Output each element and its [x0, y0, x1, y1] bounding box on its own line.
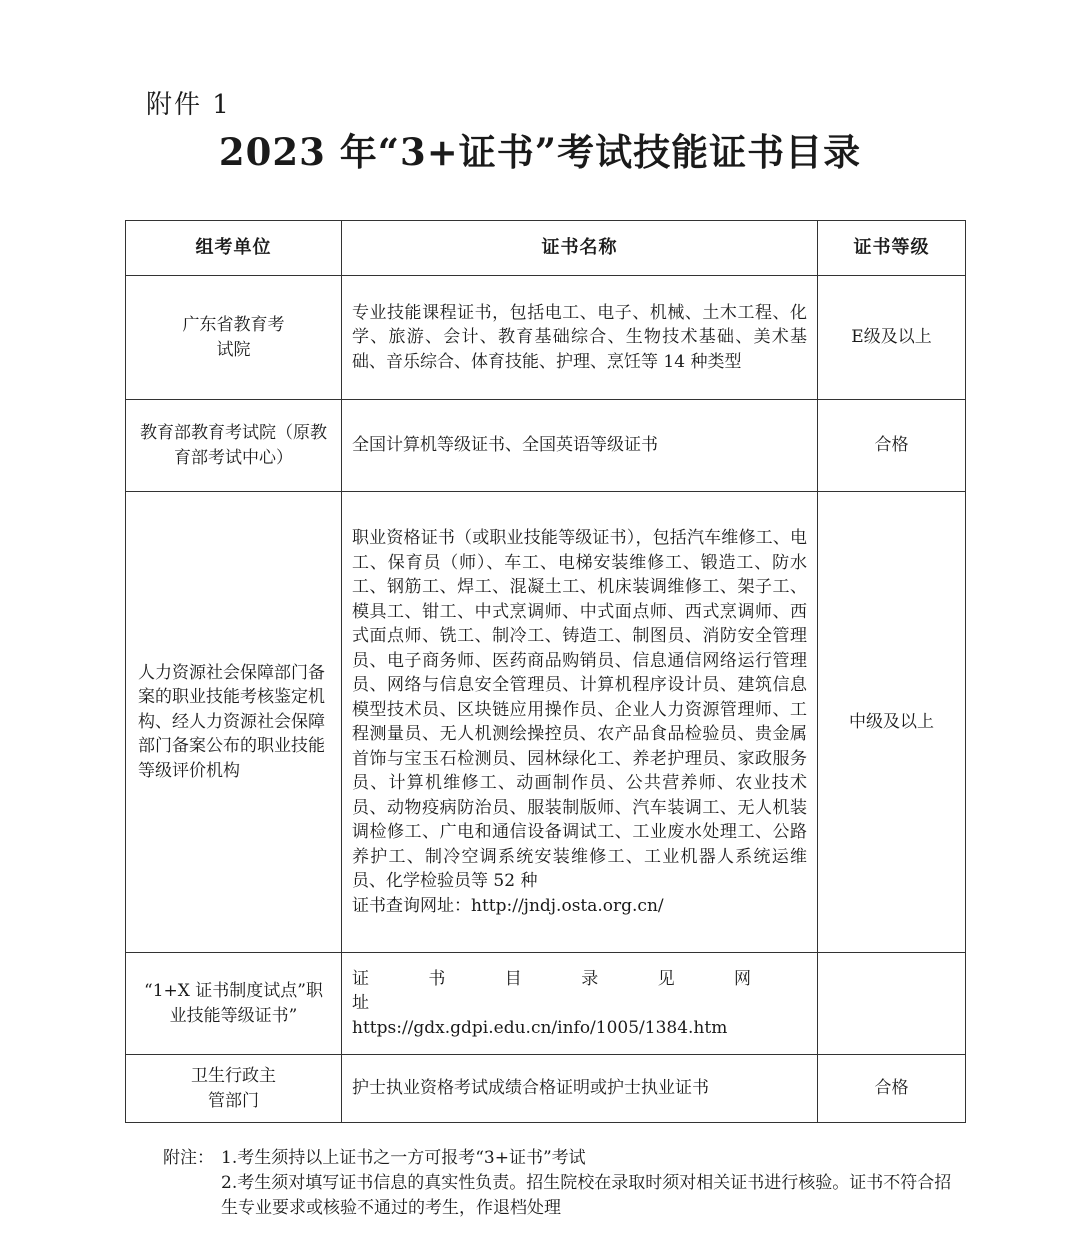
row-cert-level: 合格 [818, 1055, 966, 1123]
table-header-row [126, 221, 966, 276]
note-item-1: 1.考生须持以上证书之一方可报考“3+证书”考试 [221, 1148, 586, 1168]
org-text: “1+X 证书制度试点”职业技能等级证书” [144, 981, 323, 1026]
table-row [126, 400, 966, 492]
cert-query-url: 证书查询网址：http://jndj.osta.org.cn/ [352, 895, 664, 916]
table-row [126, 1055, 966, 1123]
certificate-catalog-table [125, 220, 966, 1123]
note-item-2: 2.考生须对填写证书信息的真实性负责。招生院校在录取时须对相关证书进行核验。证书不符合招生专业要求或核验不通过的考生，作退档处理 [221, 1173, 952, 1218]
row-cert-level: E级及以上 [818, 276, 966, 400]
cert-catalog-url: https://gdx.gdpi.edu.cn/info/1005/1384.htm [352, 1017, 728, 1038]
org-text: 广东省教育考试院 [182, 315, 285, 360]
row-cert-level: 中级及以上 [818, 492, 966, 953]
row-org [126, 1055, 342, 1123]
row-cert-level [818, 953, 966, 1055]
cert-name-text: 职业资格证书（或职业技能等级证书），包括汽车维修工、电工、保育员（师）、车工、电梯安装维修工、锻造工、防水工、钢筋工、焊工、混凝土工、机床装调维修工、架子工、模具工、钳工、中式烹调师、中式面点师、西式烹调师、西式面点师、铣工、制冷工、铸造工、制图员、消防安全管理员、电子商务师、医药商品购销员、信息通信网络运行管理员、网络与信息安全管理员、计算机程序设计员、建筑信息模型技术员、区块链应用操作员、企业人力资源管理师、工程测量员、无人机测绘操控员、农产品食品检验员、贵金属首饰与宝玉石检测员、园林绿化工、养老护理员、家政服务员、计算机维修工、动画制作员、公共营养师、农业技术员、动物疫病防治员、服装制版师、汽车装调工、无人机装调检修工、广电和通信设备调试工、工业废水处理工、公路养护工、制冷空调系统安装维修工、工业机器人系统运维员、化学检验员等 52 种 [352, 528, 807, 891]
header-org: 组考单位 [126, 221, 342, 276]
header-cert-name: 证书名称 [342, 221, 818, 276]
table-row [126, 276, 966, 400]
document-title: 2023 年“3+证书”考试技能证书目录 [218, 130, 862, 174]
attachment-label: 附件 1 [146, 90, 231, 120]
row-cert-name: 护士执业资格考试成绩合格证明或护士执业证书 [342, 1055, 818, 1123]
row-org [126, 492, 342, 953]
row-cert-name: 专业技能课程证书，包括电工、电子、机械、土木工程、化学、旅游、会计、教育基础综合、生物技术基础、美术基础、音乐综合、体育技能、护理、烹饪等 14 种类型 [342, 276, 818, 400]
cert-name-text: 证书目录见网址 [352, 968, 807, 1014]
row-org [126, 276, 342, 400]
row-cert-name [342, 492, 818, 953]
row-cert-level: 合格 [818, 400, 966, 492]
row-cert-name [342, 953, 818, 1055]
table-row [126, 492, 966, 953]
row-org [126, 953, 342, 1055]
row-org [126, 400, 342, 492]
header-cert-level: 证书等级 [818, 221, 966, 276]
notes-label: 附注： [163, 1148, 214, 1168]
org-text: 人力资源社会保障部门备案的职业技能考核鉴定机构、经人力资源社会保障部门备案公布的职业技能等级评价机构 [138, 662, 325, 781]
table-row [126, 953, 966, 1055]
org-text: 教育部教育考试院（原教育部考试中心） [140, 423, 327, 468]
row-cert-name: 全国计算机等级证书、全国英语等级证书 [342, 400, 818, 492]
org-text: 卫生行政主管部门 [191, 1066, 276, 1111]
notes-section [163, 1146, 953, 1221]
